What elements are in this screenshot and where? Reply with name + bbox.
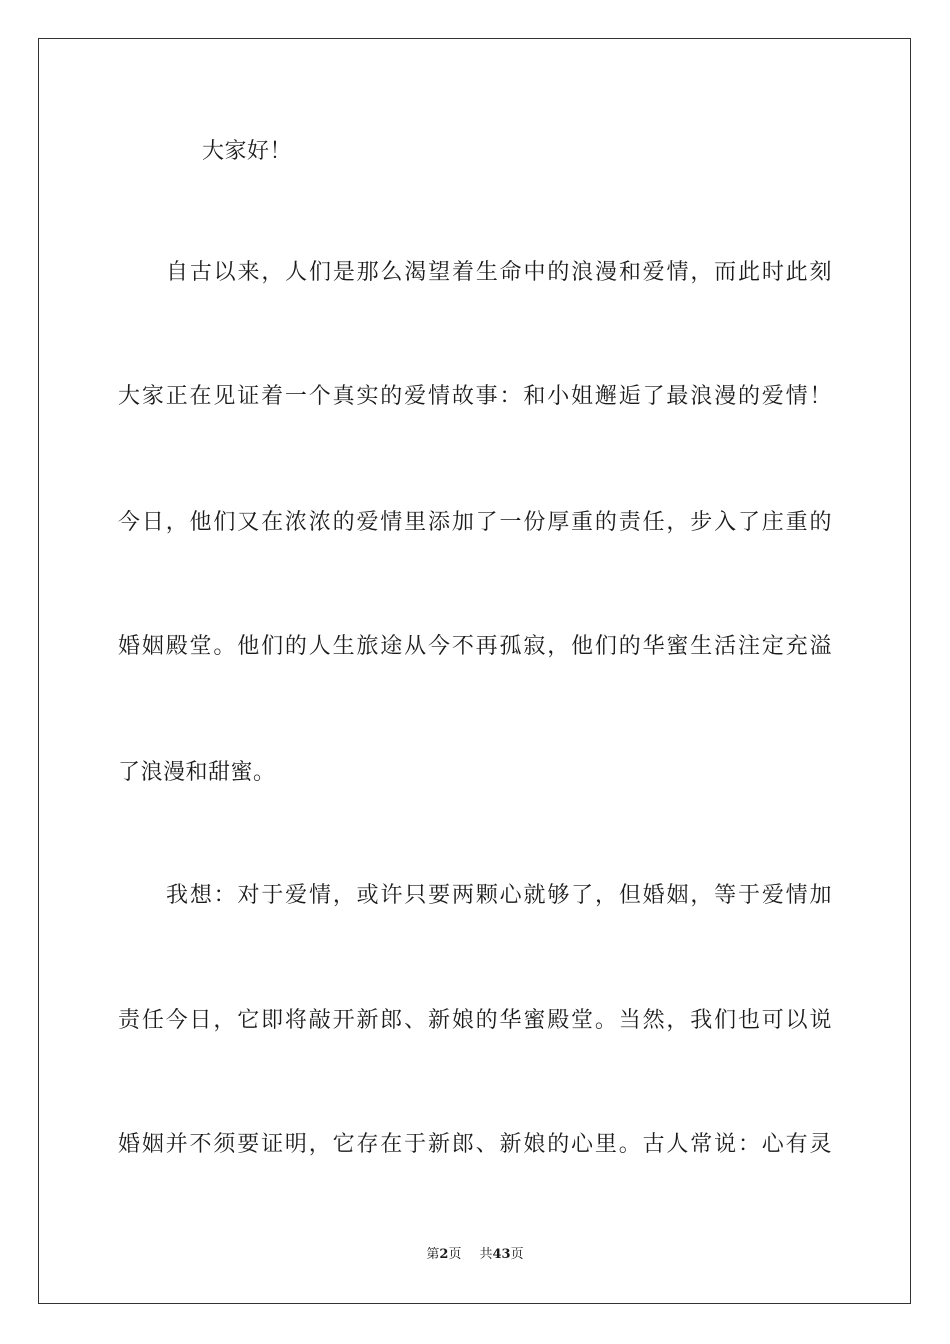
- total-label-prefix: 共: [479, 1247, 493, 1262]
- paragraph-line: 今日，他们又在浓浓的爱情里添加了一份厚重的责任，步入了庄重的: [118, 510, 832, 535]
- paragraph-line: 我想：对于爱情，或许只要两颗心就够了，但婚姻，等于爱情加: [166, 883, 832, 908]
- page-number: 2: [439, 1247, 449, 1262]
- greeting-line: 大家好！: [202, 139, 293, 164]
- paragraph-line: 了浪漫和甜蜜。: [118, 760, 276, 785]
- paragraph-line: 自古以来，人们是那么渴望着生命中的浪漫和爱情，而此时此刻: [166, 260, 832, 285]
- total-label-suffix: 页: [510, 1247, 524, 1262]
- paragraph-line: 婚姻殿堂。他们的人生旅途从今不再孤寂，他们的华蜜生活注定充溢: [118, 634, 832, 659]
- page-footer: [0, 1245, 950, 1265]
- page-border: [38, 38, 911, 1304]
- paragraph-line: 大家正在见证着一个真实的爱情故事：和小姐邂逅了最浪漫的爱情！: [118, 384, 832, 409]
- total-pages: 43: [492, 1247, 511, 1262]
- page-label-suffix: 页: [448, 1247, 462, 1262]
- paragraph-line: 责任今日，它即将敲开新郎、新娘的华蜜殿堂。当然，我们也可以说: [118, 1008, 832, 1033]
- paragraph-line: 婚姻并不须要证明，它存在于新郎、新娘的心里。古人常说：心有灵: [118, 1132, 832, 1157]
- page-label-prefix: 第: [426, 1247, 440, 1262]
